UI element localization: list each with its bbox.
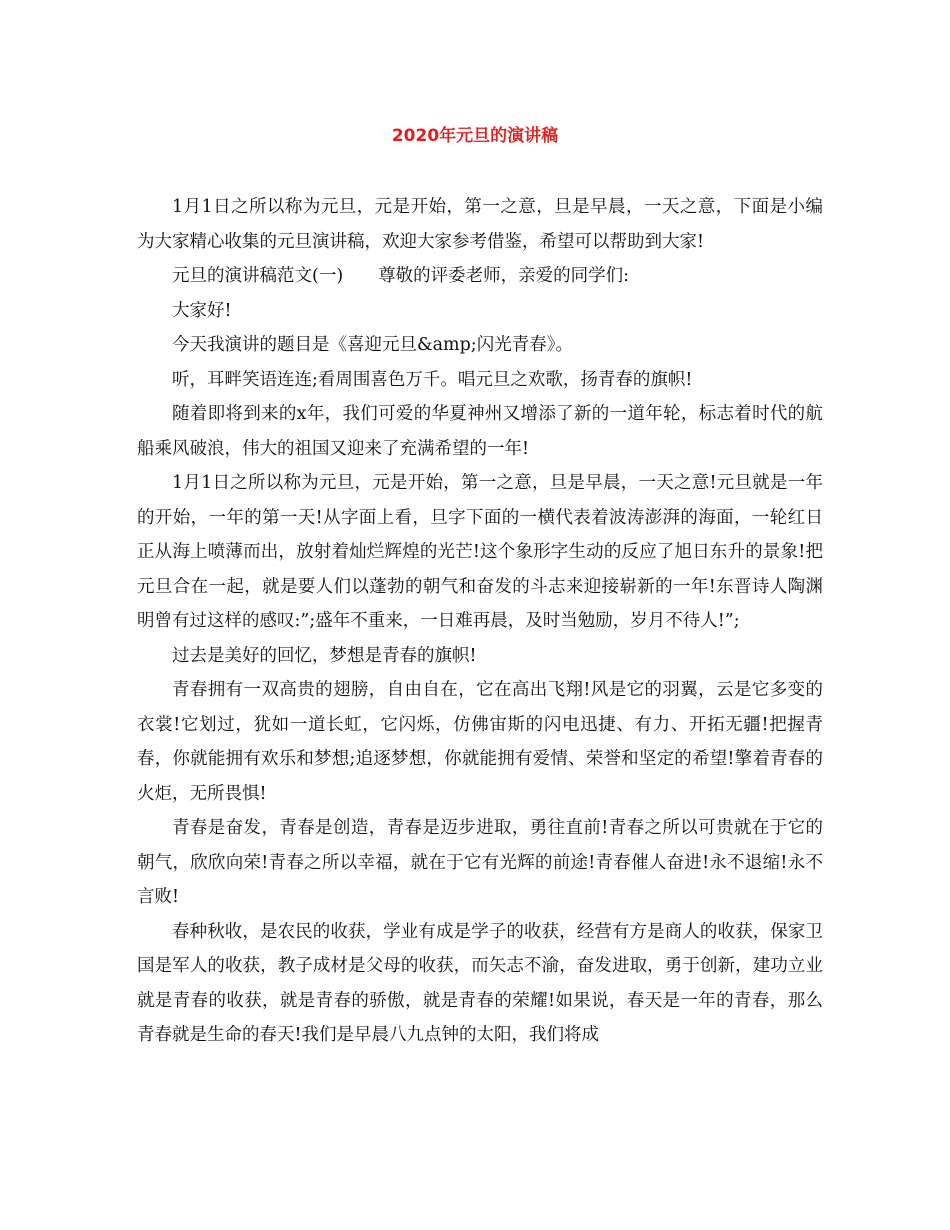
paragraph: 元旦的演讲稿范文(一) 尊敬的评委老师，亲爱的同学们: [172,266,630,286]
paragraph: 大家好! [172,300,232,321]
paragraph: 随着即将到来的x年，我们可爱的华夏神州又增添了新的一道年轮，标志着时代的航船乘风破浪，伟大的祖国又迎来了充满希望的一年! [137,404,823,459]
paragraph: 过去是美好的回忆，梦想是青春的旗帜! [172,645,477,666]
paragraph: 1月1日之所以称为元旦，元是开始，第一之意，旦是早晨，一天之意!元旦就是一年的开始，一年的第一天!从字面上看，旦字下面的一横代表着波涛澎湃的海面，一轮红日正从海上喷薄而出，放射着灿烂辉煌的光芒!这个象形字生动的反应了旭日东升的景象!把元旦合在一起，就是要人们以蓬勃的朝气和奋发的斗志来迎接崭新的一年!东晋诗人陶渊明曾有过这样的感叹:”;盛年不重来，一日难再晨，及时当勉励，岁月不待人!”; [137,473,823,631]
paragraph: 青春是奋发，青春是创造，青春是迈步进取，勇往直前!青春之所以可贵就在于它的朝气，欣欣向荣!青春之所以幸福，就在于它有光辉的前途!青春催人奋进!永不退缩!永不言败! [137,818,823,907]
paragraph: 今天我演讲的题目是《喜迎元旦&amp;闪光青春》。 [172,335,573,355]
paragraph: 青春拥有一双高贵的翅膀，自由自在，它在高出飞翔!风是它的羽翼，云是它多变的衣裳!它划过，犹如一道长虹，它闪烁，仿佛宙斯的闪电迅捷、有力、开拓无疆!把握青春，你就能拥有欢乐和梦想;追逐梦想，你就能拥有爱情、荣誉和坚定的希望!擎着青春的火炬，无所畏惧! [137,680,823,804]
document-body [137,190,823,1053]
paragraph: 听，耳畔笑语连连;看周围喜色万千。唱元旦之欢歌，扬青春的旗帜! [172,369,693,390]
document-title: 2020年元旦的演讲稿 [391,126,559,146]
paragraph: 1月1日之所以称为元旦，元是开始，第一之意，旦是早晨，一天之意，下面是小编为大家精心收集的元旦演讲稿，欢迎大家参考借鉴，希望可以帮助到大家! [137,197,823,252]
paragraph: 春种秋收，是农民的收获，学业有成是学子的收获，经营有方是商人的收获，保家卫国是军人的收获，教子成材是父母的收获，而矢志不渝，奋发进取，勇于创新，建功立业就是青春的收获，就是青春的骄傲，就是青春的荣耀!如果说，春天是一年的青春，那么青春就是生命的春天!我们是早晨八九点钟的太阳，我们将成 [137,921,823,1045]
